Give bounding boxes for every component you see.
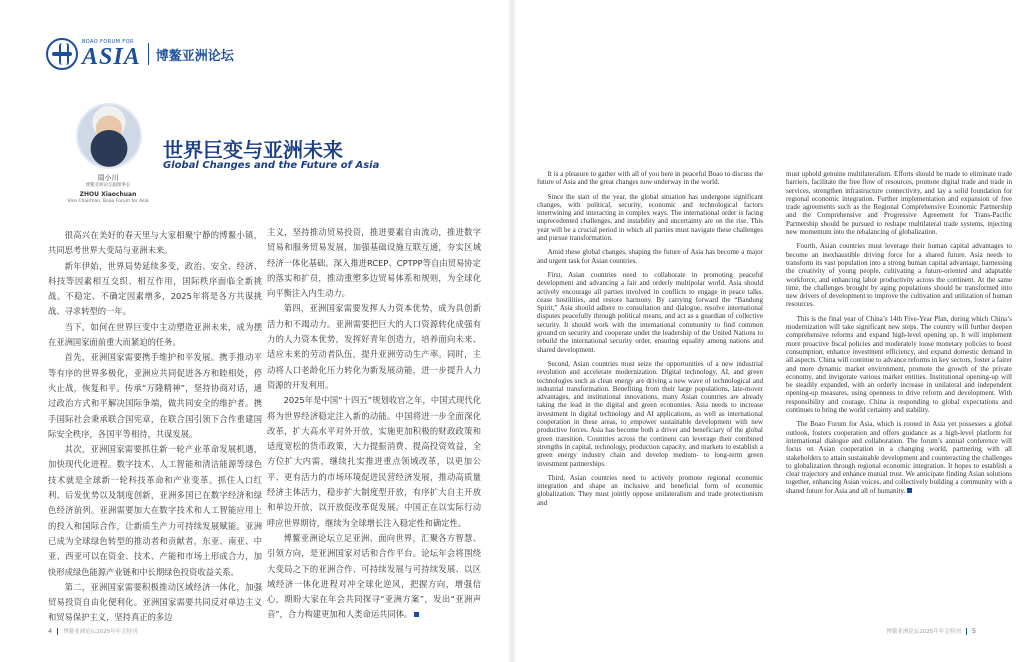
forum-name-cn: 博鳌亚洲论坛: [155, 48, 234, 64]
paragraph: Amid these global changes, shaping the future of Asia has become a major and urgent task for Asian countries.: [537, 248, 763, 265]
footer-divider: [966, 628, 967, 635]
author-name-cn: 周小川: [97, 174, 119, 182]
article-title-cn: 世界巨变与亚洲未来: [163, 138, 343, 162]
paragraph: First, Asian countries need to collaborate in promoting peaceful development and advancing a fair and orderly multipolar world. Asia should actively encourage all parties involved in conflicts to engage in peace talks, cease hostilities, and restore harmony. By carrying forward the “Bandung Spirit,” Asia should adhere to consultation and dialogue, resolve international disputes peacefully through political means, and act as a guardian of collective security. It should work with the international community to find common ground on security and cooperate under the leadership of the United Nations to rebuild the international security order, ensuring equality among nations and shared development.: [537, 270, 763, 354]
footer-divider: [57, 628, 58, 635]
logo-small-text: BOAO FORUM FOR: [82, 38, 134, 45]
english-column-2: [786, 170, 1012, 620]
paragraph-text: 博鳌亚洲论坛立足亚洲、面向世界，汇聚各方智慧、引领方向，是亚洲国家对话和合作平台。论坛年会将围绕大变局之下的亚洲合作、可持续发展与可持续发展、以区域经济一体化进程对冲全球化逆风，把握方向，增强信心，期盼大家在年会共同探寻“亚洲方案”，发出“亚洲声音”，合力构建更加和人类命运共同体。: [267, 532, 481, 620]
logo-asia-text: ASIA: [82, 43, 141, 70]
article-title-en: Global Changes and the Future of Asia: [163, 160, 380, 171]
paragraph: 其次，亚洲国家需要抓住新一轮产业革命发展机遇，加快现代化进程。数字技术、人工智能和清洁能源等绿色技术就是全球新一轮科技革命和产业变革。抓住人口红利、后发优势以及制度创新，亚洲多国已在数字经济和绿色经济前列。亚洲需要加大在数字技术和人工智能应用上的投入和国际合作，让新质生产力可持续发展赋能。亚洲已成为全球绿色转型的推动者和贡献者，东亚、南亚、中亚、西亚可以在资金、技术、产能和市场上形成合力，加快形成绿色能源产业链和中长期绿色投资收益关系。: [48, 444, 262, 577]
author-title-en: Vice Chairman, Boao Forum for Asia: [67, 198, 149, 204]
paragraph: 第四，亚洲国家需要发挥人力资本优势，成为具创新活力和不竭动力。亚洲需要把巨大的人口资源转化成强有力的人力资本优势，发挥好青年创造力，培养面向未来、适应未来的劳动者队伍，提升亚洲劳动生产率。同时，主动将人口老龄化压力转化为新发展动能，进一步提升人力资源的开发利用。: [267, 303, 481, 390]
paragraph: This is the final year of China’s 14th Five-Year Plan, during which China’s modernization will take significant new steps. The country will further deepen comprehensive reforms and expand high-level opening up. It will implement more proactive fiscal policies and moderately loose monetary policies to boost consumption, enhance investment efficiency, and expand domestic demand in all aspects. China will continue to advance reforms in key sectors, foster a fairer and more dynamic market environment, promote the growth of the private economy, and invigorate various market entities. Institutional opening-up will be steadily expanded, with an orderly increase in unilateral and independent opening-up measures, using openness to drive reform and development. With responsibility and courage, China is responding to global expectations and continues to bring the world certainty and stability.: [786, 314, 1012, 415]
logo-divider: [148, 43, 149, 65]
footer-text-right: 博鳌亚洲论坛2025年年会特刊: [886, 629, 961, 635]
paragraph: 新年伊始，世界局势延续多变，政治、安全、经济、科技等因素相互交织、相互作用，国际秩序面临全新挑战。不稳定、不确定因素增多，2025年将是各方共谋挑战、寻求转型的一年。: [48, 260, 262, 317]
paragraph: 2025年是中国“十四五”规划收官之年，中国式现代化将为世界经济稳定注入新的动能。中国将进一步全面深化改革，扩大高水平对外开放，实施更加积极的财政政策和适度宽松的货币政策，大力提振消费、提高投资效益，全方位扩大内需，继续扎实推进重点领域改革，以更加公平、更有活力的市场环境促进民营经济发展，推动高质量经济主体活力，稳步扩大制度型开放，有序扩大自主开放和单边开放，以开放促改革促发展。中国正在以实际行动呼应世界期待，继续为全球增长注入稳定性和确定性。: [267, 395, 481, 528]
paragraph: [786, 420, 1012, 495]
globe-icon: [46, 38, 78, 70]
paragraph-text: The Boao Forum for Asia, which is rooted in Asia yet possesses a global outlook, fosters cooperation and offers guidance as a high-level platform for international dialogue and collaboration. The forum’s annual conference will focus on Asian cooperation in a changing world, partnering with all stakeholders to attain sustainable development and counteracting the challenges to globalization through regional economic integration. It hopes to establish a clear trajectory and enhance mutual trust. We anticipate finding Asian solutions together, enhancing Asian voices, and collectively building a community with a shared future for Asia and all of humanity.: [786, 420, 1012, 495]
english-column-1: [537, 170, 763, 620]
paragraph: It is a pleasure to gather with all of you here in peaceful Boao to discuss the future of Asia and the great changes now underway in the world.: [537, 170, 763, 187]
paragraph: 第二，亚洲国家需要积极推动区域经济一体化，加强贸易投资自由化便利化。亚洲国家需要共同反对单边主义和贸易保护主义，坚持真正的多边: [48, 581, 262, 623]
author-title-cn: 博鳌亚洲论坛副理事长: [85, 182, 131, 188]
paragraph: 很高兴在美好的春天里与大家相聚宁静的博鳌小镇，共同思考世界大变局与亚洲未来。: [48, 230, 262, 256]
author-byline: [60, 174, 156, 205]
footer-text-left: 博鳌亚洲论坛2025年年会特刊: [63, 629, 138, 635]
end-mark-icon: [414, 612, 419, 617]
footer-right: [886, 627, 976, 635]
paragraph: Fourth, Asian countries must leverage their human capital advantages to become an inexhaustible driving force for a shared future. Asia needs to transform its vast population into a strong human capital advantage, harnessing the creativity of young people, cultivating a future-oriented and adaptable workforce, and enhancing labor productivity across the continent. At the same time, the challenges brought by aging populations should be transformed into new drivers of development to improve the cultivation and utilization of human resources.: [786, 242, 1012, 309]
paragraph: Second, Asian countries must seize the opportunities of a new industrial revolution and accelerate modernization. Digital technology, AI, and green technologies such as clean energy are driving a new wave of technological and industrial transformation. Benefiting from their large populations, late-mover advantages, and institutional innovations, many Asian countries are already taking the lead in the digital and green economies. Asia needs to increase investment in digital technology and AI applications, as well as international cooperation in these areas, to empower sustainable development with new productive forces. Asia has become both a driver and beneficiary of the global green transition. Countries across the continent can leverage their combined strengths in capital, technology, production capacity, and markets to establish a green energy industry chain and develop medium- to long-term green investment partnerships.: [537, 359, 763, 468]
author-portrait: [76, 103, 142, 169]
footer-left: [48, 627, 138, 635]
paragraph: [267, 531, 481, 623]
page-spine: [507, 0, 517, 662]
paragraph: 首先，亚洲国家需要携手维护和平发展。携手推动平等有序的世界多极化，亚洲应共同促进各方和睦相处，停火止战，恢复和平。传承“万隆精神”，坚持协商对话，通过政治方式和平解决国际争端，做共同安全的维护者。携手国际社会秉承联合国宪章，在联合国引领下合作重建国际安全秩序，各国平等相待，共谋发展。: [48, 352, 262, 439]
forum-logo: [46, 34, 234, 74]
page-number-left: 4: [48, 627, 53, 635]
paragraph: must uphold genuine multilateralism. Efforts should be made to eliminate trade barriers, facilitate the free flow of resources, promote digital trade and trade in services, strengthen infrastructure connectivity, and lay a solid foundation for regional economic integration. Further implementation and expansion of free trade agreements such as the Regional Comprehensive Economic Partnership and the Comprehensive and Progressive Agreement for Trans-Pacific Partnership should be pursued to reshape multilateral trade systems, injecting new momentum into the rebalancing of globalization.: [786, 170, 1012, 237]
paragraph: Since the start of the year, the global situation has undergone significant changes, with political, security, economic and technological factors intertwining and interacting in complex ways. The international order is facing unprecedented challenges, and instability and uncertainty are on the rise. This year will be a crucial period in which all parties must navigate these challenges and pursue transformation.: [537, 192, 763, 243]
logo-wordmark: [82, 40, 141, 69]
chinese-column-2: [267, 225, 481, 625]
paragraph: Third, Asian countries need to actively promote regional economic integration and shape an inclusive and beneficial form of economic globalization. They must jointly oppose unilateralism and trade protectionism and: [537, 473, 763, 507]
page-number-right: 5: [971, 627, 976, 635]
end-mark-icon: [907, 488, 912, 493]
paragraph: 主义，坚持推动贸易投资，推进要素自由流动，推进数字贸易和服务贸易发展，加强基础设施互联互通，夯实区域经济一体化基础。深入推进RCEP、CPTPP等自由贸易协定的落实和扩员，推动重塑多边贸易体系和规则，为全球化向平衡注入内生动力。: [267, 227, 481, 299]
paragraph: 当下，如何在世界巨变中主动塑造亚洲未来，成为摆在亚洲国家面前重大而紧迫的任务。: [48, 321, 262, 348]
chinese-column-1: [48, 228, 262, 628]
author-name-en: ZHOU Xiaochuan: [79, 191, 137, 199]
